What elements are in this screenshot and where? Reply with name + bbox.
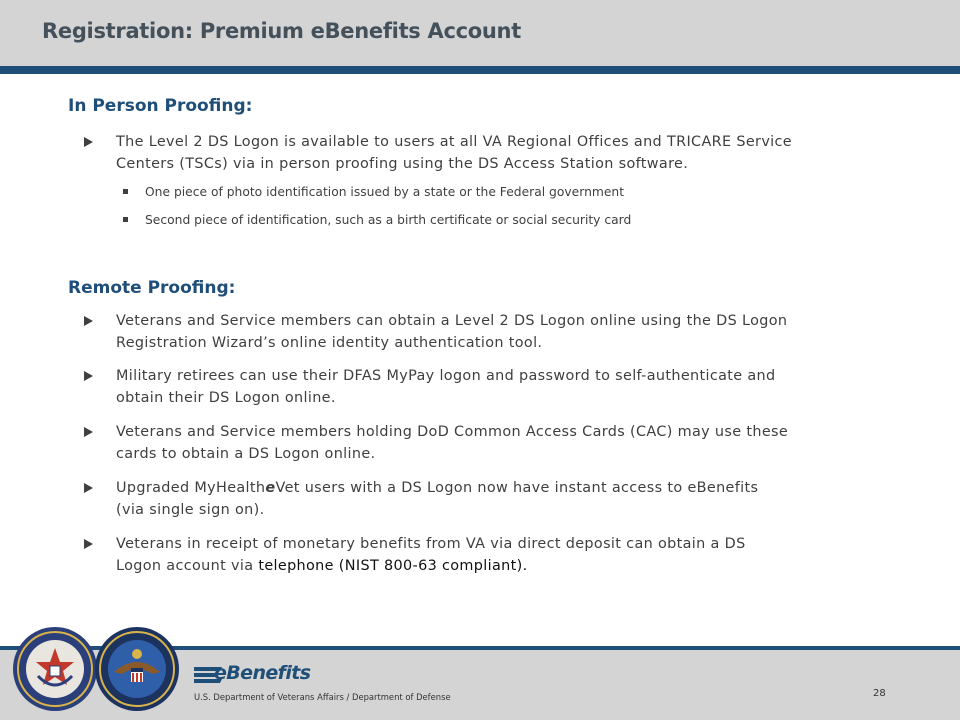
myhealthevet-suffix: Vet users with a DS Logon now have instant access to eBenefits [275, 480, 759, 496]
bullet-arrow-icon [84, 371, 93, 381]
bullet-arrow-icon [84, 137, 93, 147]
square-bullet-icon [123, 217, 128, 222]
remote-bullet-3 [116, 421, 876, 465]
telephone-note: telephone (NIST 800-63 compliant). [258, 558, 528, 574]
page-title: Registration: Premium eBenefits Account [42, 19, 521, 43]
remote-bullet-2-line-2: obtain their DS Logon online. [116, 390, 336, 406]
remote-bullet-3-line-1: Veterans and Service members holding DoD Common Access Cards (CAC) may use these [116, 424, 789, 440]
remote-bullet-1-line-1: Veterans and Service members can obtain a Level 2 DS Logon online using the DS Logon [116, 313, 788, 329]
myhealthevet-e: e [265, 480, 276, 496]
ebenefits-wordmark: eBenefits [214, 662, 311, 684]
in-person-bullet [116, 131, 876, 175]
bullet-arrow-icon [84, 483, 93, 493]
remote-bullet-1-line-2: Registration Wizard’s online identity authentication tool. [116, 335, 543, 351]
remote-bullet-5 [116, 533, 876, 577]
page-number: 28 [873, 688, 886, 699]
dod-seal-icon [94, 626, 180, 712]
remote-bullet-4-line-2: (via single sign on). [116, 502, 265, 518]
in-person-bullet-line-2: Centers (TSCs) via in person proofing using the DS Access Station software. [116, 156, 689, 172]
department-footer-text: U.S. Department of Veterans Affairs / Department of Defense [194, 692, 451, 702]
title-divider [0, 66, 960, 74]
remote-bullet-4 [116, 477, 876, 521]
bullet-arrow-icon [84, 316, 93, 326]
remote-bullet-5-line-1: Veterans in receipt of monetary benefits from VA via direct deposit can obtain a DS [116, 536, 746, 552]
remote-bullet-2 [116, 365, 876, 409]
remote-bullet-2-line-1: Military retirees can use their DFAS MyPay logon and password to self-authenticate and [116, 368, 776, 384]
in-person-heading: In Person Proofing: [68, 96, 253, 116]
myhealthevet-prefix: Upgraded MyHealth [116, 480, 266, 496]
in-person-sub-item-1: One piece of photo identification issued by a state or the Federal government [145, 185, 625, 199]
remote-bullet-5-line-2 [116, 555, 876, 577]
remote-bullet-5-line-2-start: Logon account via [116, 558, 259, 574]
in-person-bullet-line-1: The Level 2 DS Logon is available to users at all VA Regional Offices and TRICARE Service [116, 134, 792, 150]
remote-heading: Remote Proofing: [68, 278, 236, 298]
remote-bullet-1 [116, 310, 876, 354]
square-bullet-icon [123, 189, 128, 194]
in-person-sub-item-2: Second piece of identification, such as a birth certificate or social security card [145, 213, 632, 227]
bullet-arrow-icon [84, 427, 93, 437]
remote-bullet-4-line-1 [116, 477, 876, 499]
remote-bullet-3-line-2: cards to obtain a DS Logon online. [116, 446, 376, 462]
va-seal-icon [12, 626, 98, 712]
bullet-arrow-icon [84, 539, 93, 549]
